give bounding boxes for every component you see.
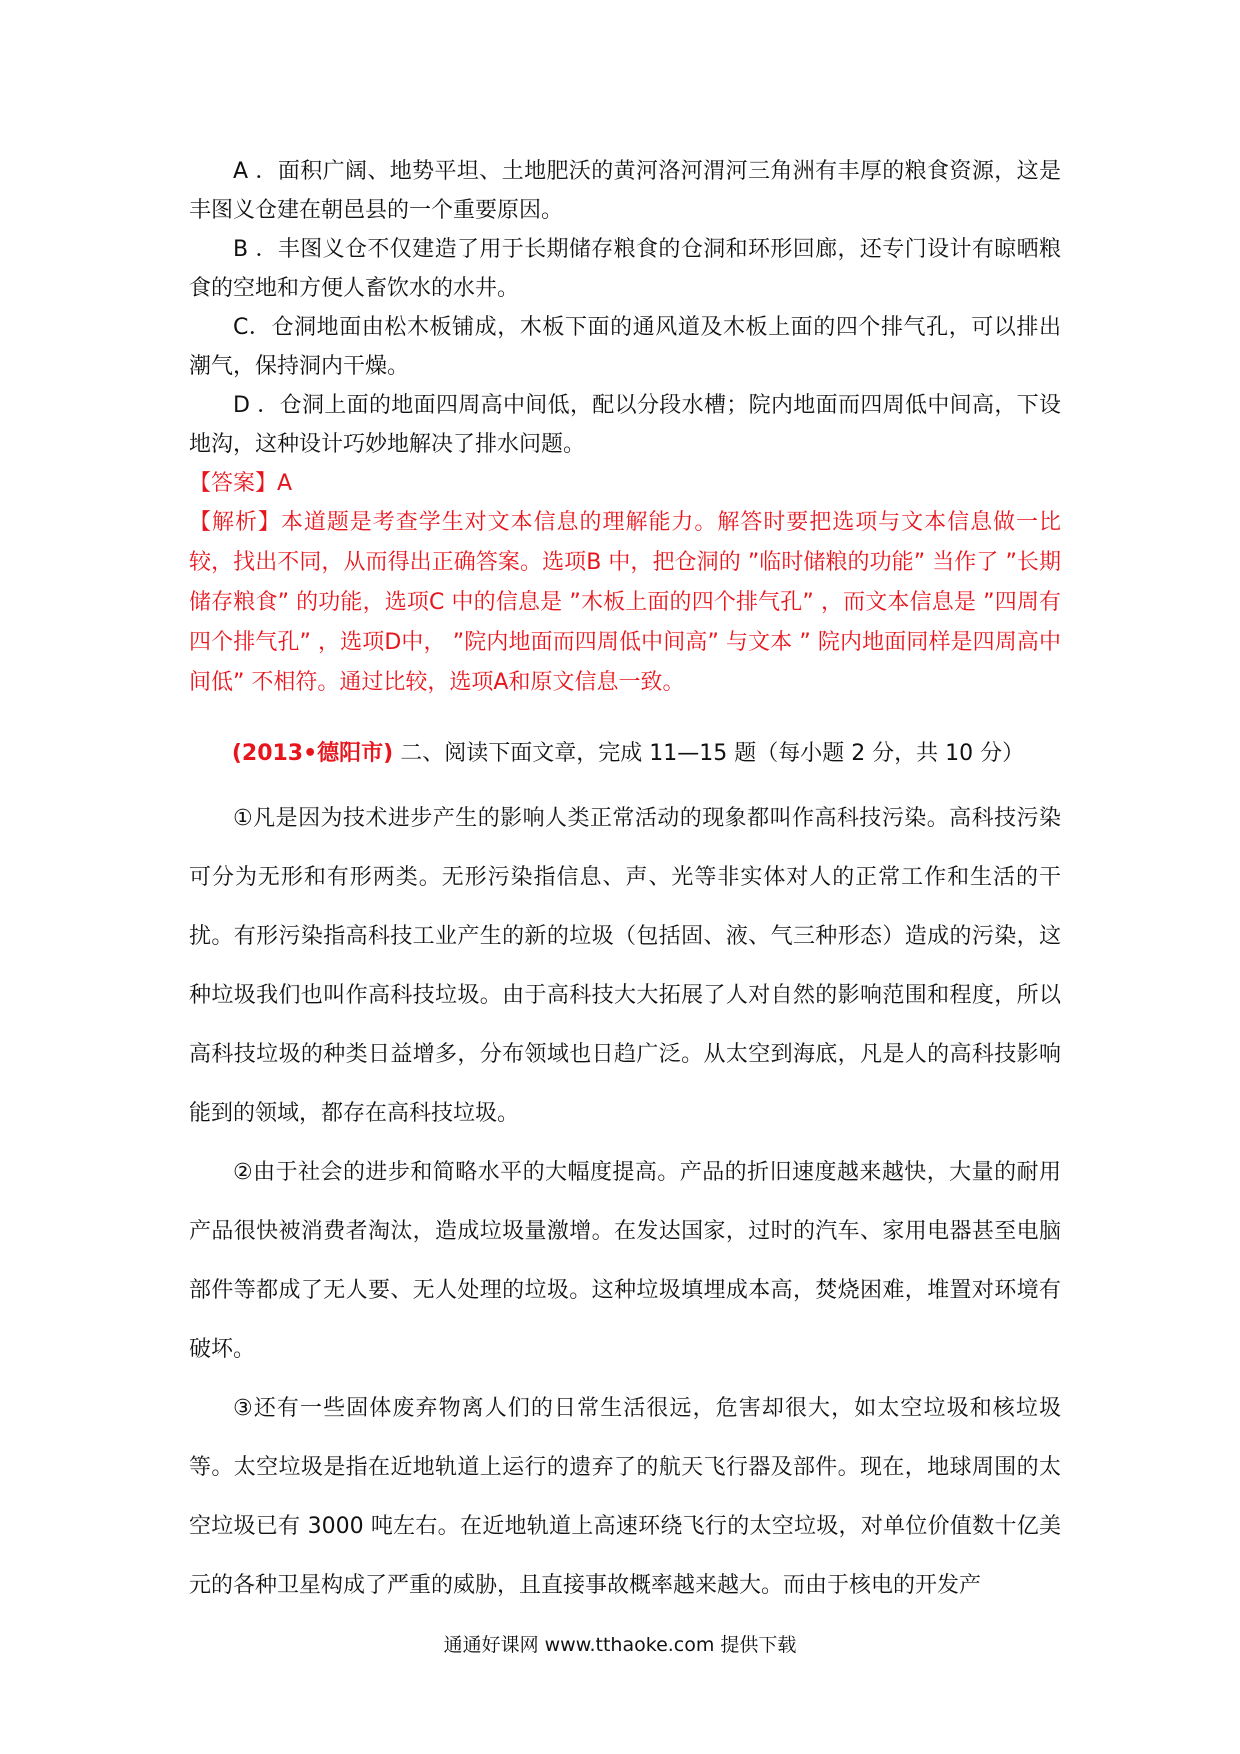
section-source: (2013•德阳市) [231,741,394,766]
page-content [189,152,1061,1615]
answer-options [189,152,1061,464]
page-footer: 通通好课网 www.tthaoke.com 提供下载 [443,1634,797,1656]
analysis-paragraph: 【解析】本道题是考查学生对文本信息的理解能力。解答时要把选项与文本信息做一比较，找出不同，从而得出正确答案。选项B 中，把仓洞的 ”临时储粮的功能” 当作了 ”长期储存粮食” 的功能，选项C 中的信息是 ”木板上面的四个排气孔” ，而文本信息是 ”四周有四个排气孔” ，选项D中， ”院内地面而四周低中间高” 与文本 ” 院内地面同样是四周高中间低” 不相符。通过比较，选项A和原文信息一致。 [189,510,1061,695]
answer-line: 【答案】A [189,471,293,496]
article-paragraph-2: ②由于社会的进步和简略水平的大幅度提高。产品的折旧速度越来越快，大量的耐用产品很快被消费者淘汰，造成垃圾量激增。在发达国家，过时的汽车、家用电器甚至电脑部件等都成了无人要、无人处理的垃圾。这种垃圾填埋成本高，焚烧困难，堆置对环境有破坏。 [189,1160,1061,1362]
section-title: 二、阅读下面文章，完成 11—15 题（每小题 2 分，共 10 分） [393,741,1025,766]
section-heading [189,734,1061,774]
article-paragraph-1: ①凡是因为技术进步产生的影响人类正常活动的现象都叫作高科技污染。高科技污染可分为无形和有形两类。无形污染指信息、声、光等非实体对人的正常工作和生活的干扰。有形污染指高科技工业产生的新的垃圾（包括固、液、气三种形态）造成的污染，这种垃圾我们也叫作高科技垃圾。由于高科技大大拓展了人对自然的影响范围和程度，所以高科技垃圾的种类日益增多，分布领域也日趋广泛。从太空到海底，凡是人的高科技影响能到的领域，都存在高科技垃圾。 [189,806,1061,1126]
reading-article [189,789,1061,1615]
option-a: A ．面积广阔、地势平坦、土地肥沃的黄河洛河渭河三角洲有丰厚的粮食资源，这是丰图义仓建在朝邑县的一个重要原因。 [189,159,1061,223]
article-paragraph-3: ③还有一些固体废弃物离人们的日常生活很远，危害却很大，如太空垃圾和核垃圾等。太空垃圾是指在近地轨道上运行的遗弃了的航天飞行器及部件。现在，地球周围的太空垃圾已有 3000 吨左右。在近地轨道上高速环绕飞行的太空垃圾，对单位价值数十亿美元的各种卫星构成了严重的威胁，且直接事故概率越来越大。而由于核电的开发产 [189,1396,1061,1598]
option-b: B ．丰图义仓不仅建造了用于长期储存粮食的仓洞和环形回廊，还专门设计有晾晒粮食的空地和方便人畜饮水的水井。 [189,237,1061,301]
option-d: D ．仓洞上面的地面四周高中间低，配以分段水槽；院内地面而四周低中间高，下设地沟，这种设计巧妙地解决了排水问题。 [189,393,1061,457]
option-c: C．仓洞地面由松木板铺成，木板下面的通风道及木板上面的四个排气孔，可以排出潮气，保持洞内干燥。 [189,315,1061,379]
